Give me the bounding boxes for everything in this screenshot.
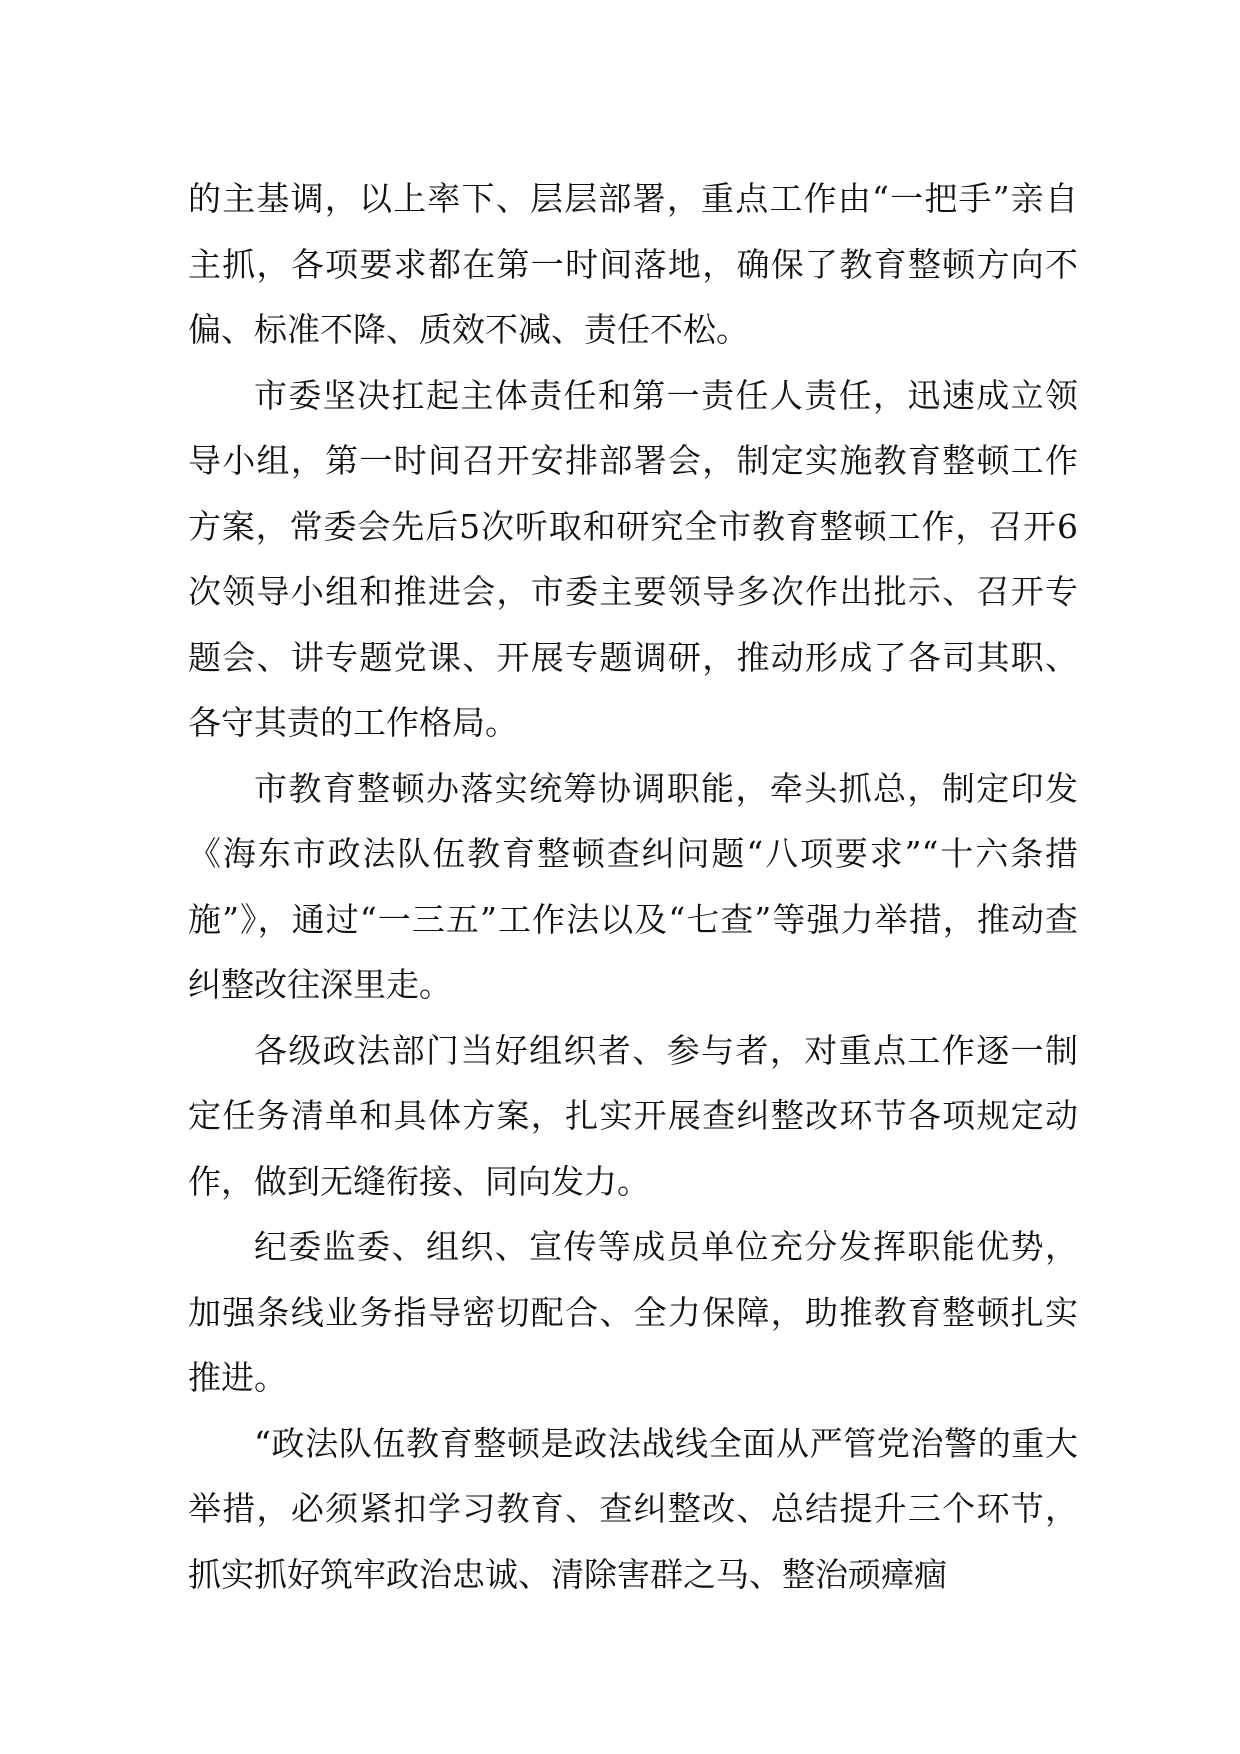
paragraph-party-committee: 市委坚决扛起主体责任和第一责任人责任，迅速成立领导小组，第一时间召开安排部署会，制定实施教育整顿工作方案，常委会先后5次听取和研究全市教育整顿工作，召开6次领导小组和推进会，市委主要领导多次作出批示、召开专题会、讲专题党课、开展专题调研，推动形成了各司其职、各守其责的工作格局。 <box>188 375 1078 742</box>
paragraph-quote: “政法队伍教育整顿是政法战线全面从严管党治警的重大举措，必须紧扣学习教育、查纠整改、总结提升三个环节，抓实抓好筑牢政治忠诚、清除害群之马、整治顽瘴痼 <box>188 1423 1078 1594</box>
paragraph-education-office: 市教育整顿办落实统筹协调职能，牵头抓总，制定印发《海东市政法队伍教育整顿查纠问题“八项要求”“十六条措施”》，通过“一三五”工作法以及“七查”等强力举措，推动查纠整改往深里走。 <box>188 768 1078 1004</box>
body-text <box>188 166 1078 1607</box>
paragraph-continuation: 的主基调，以上率下、层层部署，重点工作由“一把手”亲自主抓，各项要求都在第一时间落地，确保了教育整顿方向不偏、标准不降、质效不减、责任不松。 <box>188 179 1078 349</box>
paragraph-member-units: 纪委监委、组织、宣传等成员单位充分发挥职能优势，加强条线业务指导密切配合、全力保障，助推教育整顿扎实推进。 <box>188 1227 1078 1397</box>
paragraph-political-legal-departments: 各级政法部门当好组织者、参与者，对重点工作逐一制定任务清单和具体方案，扎实开展查纠整改环节各项规定动作，做到无缝衔接、同向发力。 <box>188 1030 1078 1201</box>
